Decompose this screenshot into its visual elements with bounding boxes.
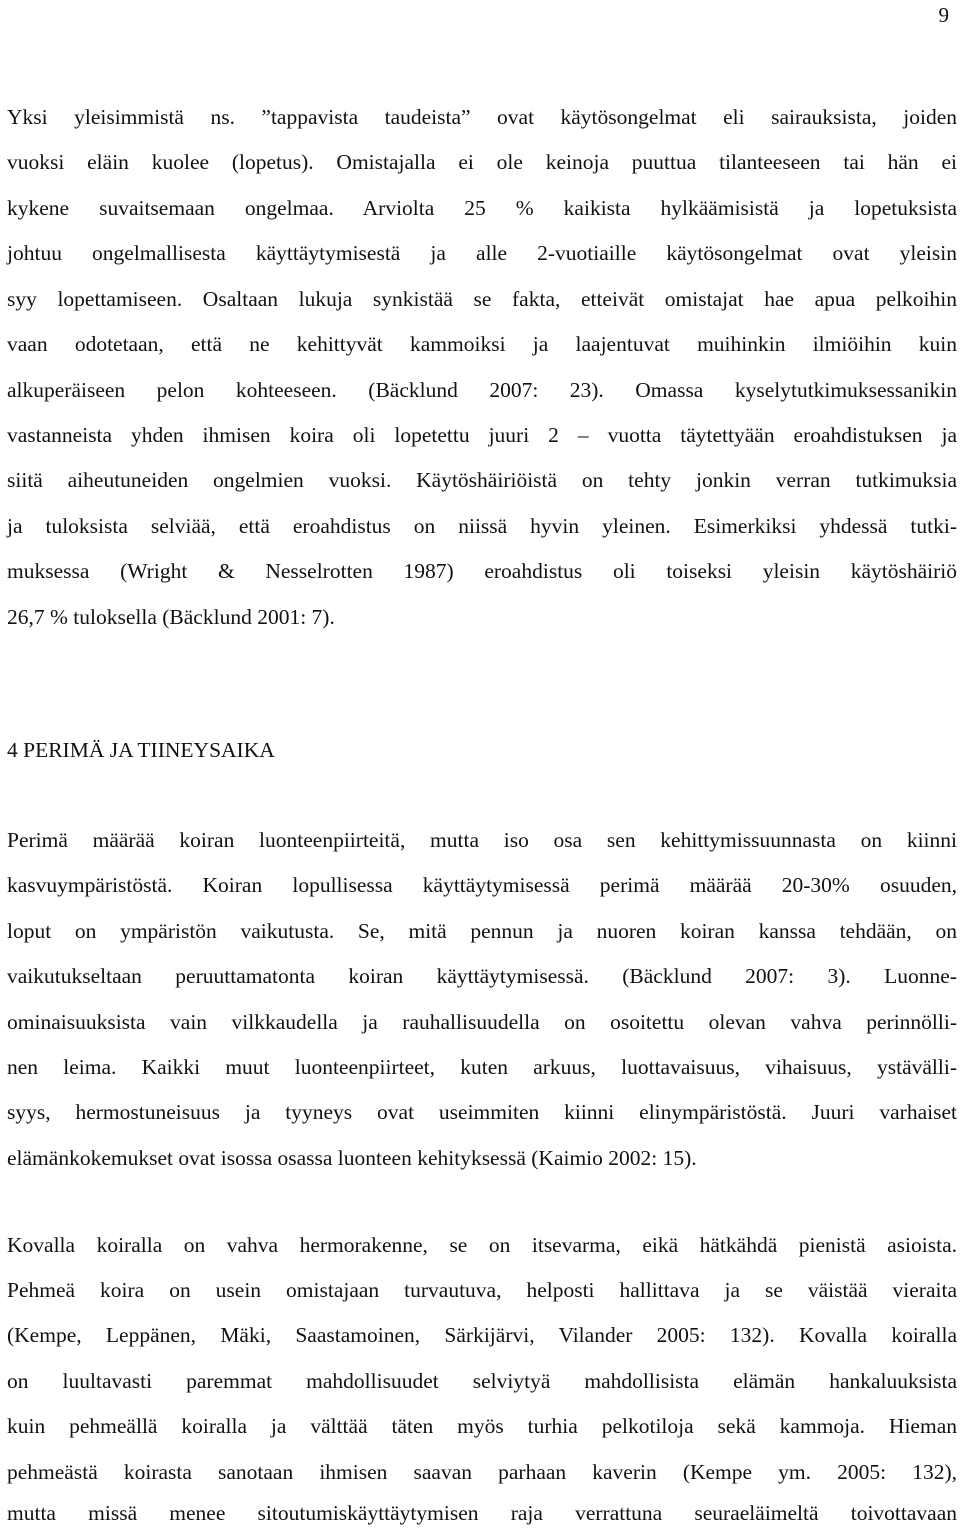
text-line: ja tuloksista selviää, että eroahdistus on niissä hyvin yleinen. Esimerkiksi yhdessä tutki-: [7, 514, 957, 538]
text-line: johtuu ongelmallisesta käyttäytymisestä ja alle 2-vuotiaille käytösongelmat ovat yleisin: [7, 241, 957, 265]
text-line: on luultavasti paremmat mahdollisuudet selviytyä mahdollisista elämän hankaluuksista: [7, 1369, 957, 1393]
text-line: kykene suvaitsemaan ongelmaa. Arviolta 25 % kaikista hylkäämisistä ja lopetuksista: [7, 196, 957, 220]
text-line: nen leima. Kaikki muut luonteenpiirteet, kuten arkuus, luottavaisuus, vihaisuus, ystävälli-: [7, 1055, 957, 1079]
text-line: mutta missä menee sitoutumiskäyttäytymisen raja verrattuna seuraeläimeltä toivottavaan: [7, 1501, 957, 1525]
text-line: syy lopettamiseen. Osaltaan lukuja synkistää se fakta, etteivät omistajat hae apua pelkoihin: [7, 287, 957, 311]
text-line: kasvuympäristöstä. Koiran lopullisessa käyttäytymisessä perimä määrää 20-30% osuuden,: [7, 873, 957, 897]
text-line: ominaisuuksista vain vilkkaudella ja rauhallisuudella on osoitettu olevan vahva perinnölli-: [7, 1010, 957, 1034]
text-line: muksessa (Wright & Nesselrotten 1987) eroahdistus oli toiseksi yleisin käytöshäiriö: [7, 559, 957, 583]
text-line: siitä aiheutuneiden ongelmien vuoksi. Käytöshäiriöistä on tehty jonkin verran tutkimuksia: [7, 468, 957, 492]
text-line: vaan odotetaan, että ne kehittyvät kammoiksi ja laajentuvat muihinkin ilmiöihin kuin: [7, 332, 957, 356]
text-line: Perimä määrää koiran luonteenpiirteitä, mutta iso osa sen kehittymissuunnasta on kiinni: [7, 828, 957, 852]
text-line: Yksi yleisimmistä ns. ”tappavista taudeista” ovat käytösongelmat eli sairauksista, joiden: [7, 105, 957, 129]
text-line: vuoksi eläin kuolee (lopetus). Omistajalla ei ole keinoja puuttua tilanteeseen tai hän ei: [7, 150, 957, 174]
text-line: Pehmeä koira on usein omistajaan turvautuva, helposti hallittava ja se väistää vieraita: [7, 1278, 957, 1302]
text-line: syys, hermostuneisuus ja tyyneys ovat useimmiten kiinni elinympäristöstä. Juuri varhaiset: [7, 1100, 957, 1124]
page-number: 9: [938, 3, 949, 27]
text-line: Kovalla koiralla on vahva hermorakenne, se on itsevarma, eikä hätkähdä pienistä asioista.: [7, 1233, 957, 1257]
text-line: pehmeästä koirasta sanotaan ihmisen saavan parhaan kaverin (Kempe ym. 2005: 132),: [7, 1460, 957, 1484]
text-line: kuin pehmeällä koiralla ja välttää täten myös turhia pelkotiloja sekä kammoja. Hieman: [7, 1414, 957, 1438]
text-line: 26,7 % tuloksella (Bäcklund 2001: 7).: [7, 605, 335, 629]
text-line: vaikutukseltaan peruuttamatonta koiran käyttäytymisessä. (Bäcklund 2007: 3). Luonne-: [7, 964, 957, 988]
text-line: elämänkokemukset ovat isossa osassa luonteen kehityksessä (Kaimio 2002: 15).: [7, 1146, 697, 1170]
section-heading: 4 PERIMÄ JA TIINEYSAIKA: [7, 738, 275, 762]
text-line: alkuperäiseen pelon kohteeseen. (Bäcklund 2007: 23). Omassa kyselytutkimuksessanikin: [7, 378, 957, 402]
text-line: loput on ympäristön vaikutusta. Se, mitä pennun ja nuoren koiran kanssa tehdään, on: [7, 919, 957, 943]
text-line: vastanneista yhden ihmisen koira oli lopetettu juuri 2 – vuotta täytettyään eroahdistuksen ja: [7, 423, 957, 447]
text-line: (Kempe, Leppänen, Mäki, Saastamoinen, Särkijärvi, Vilander 2005: 132). Kovalla koiralla: [7, 1323, 957, 1347]
